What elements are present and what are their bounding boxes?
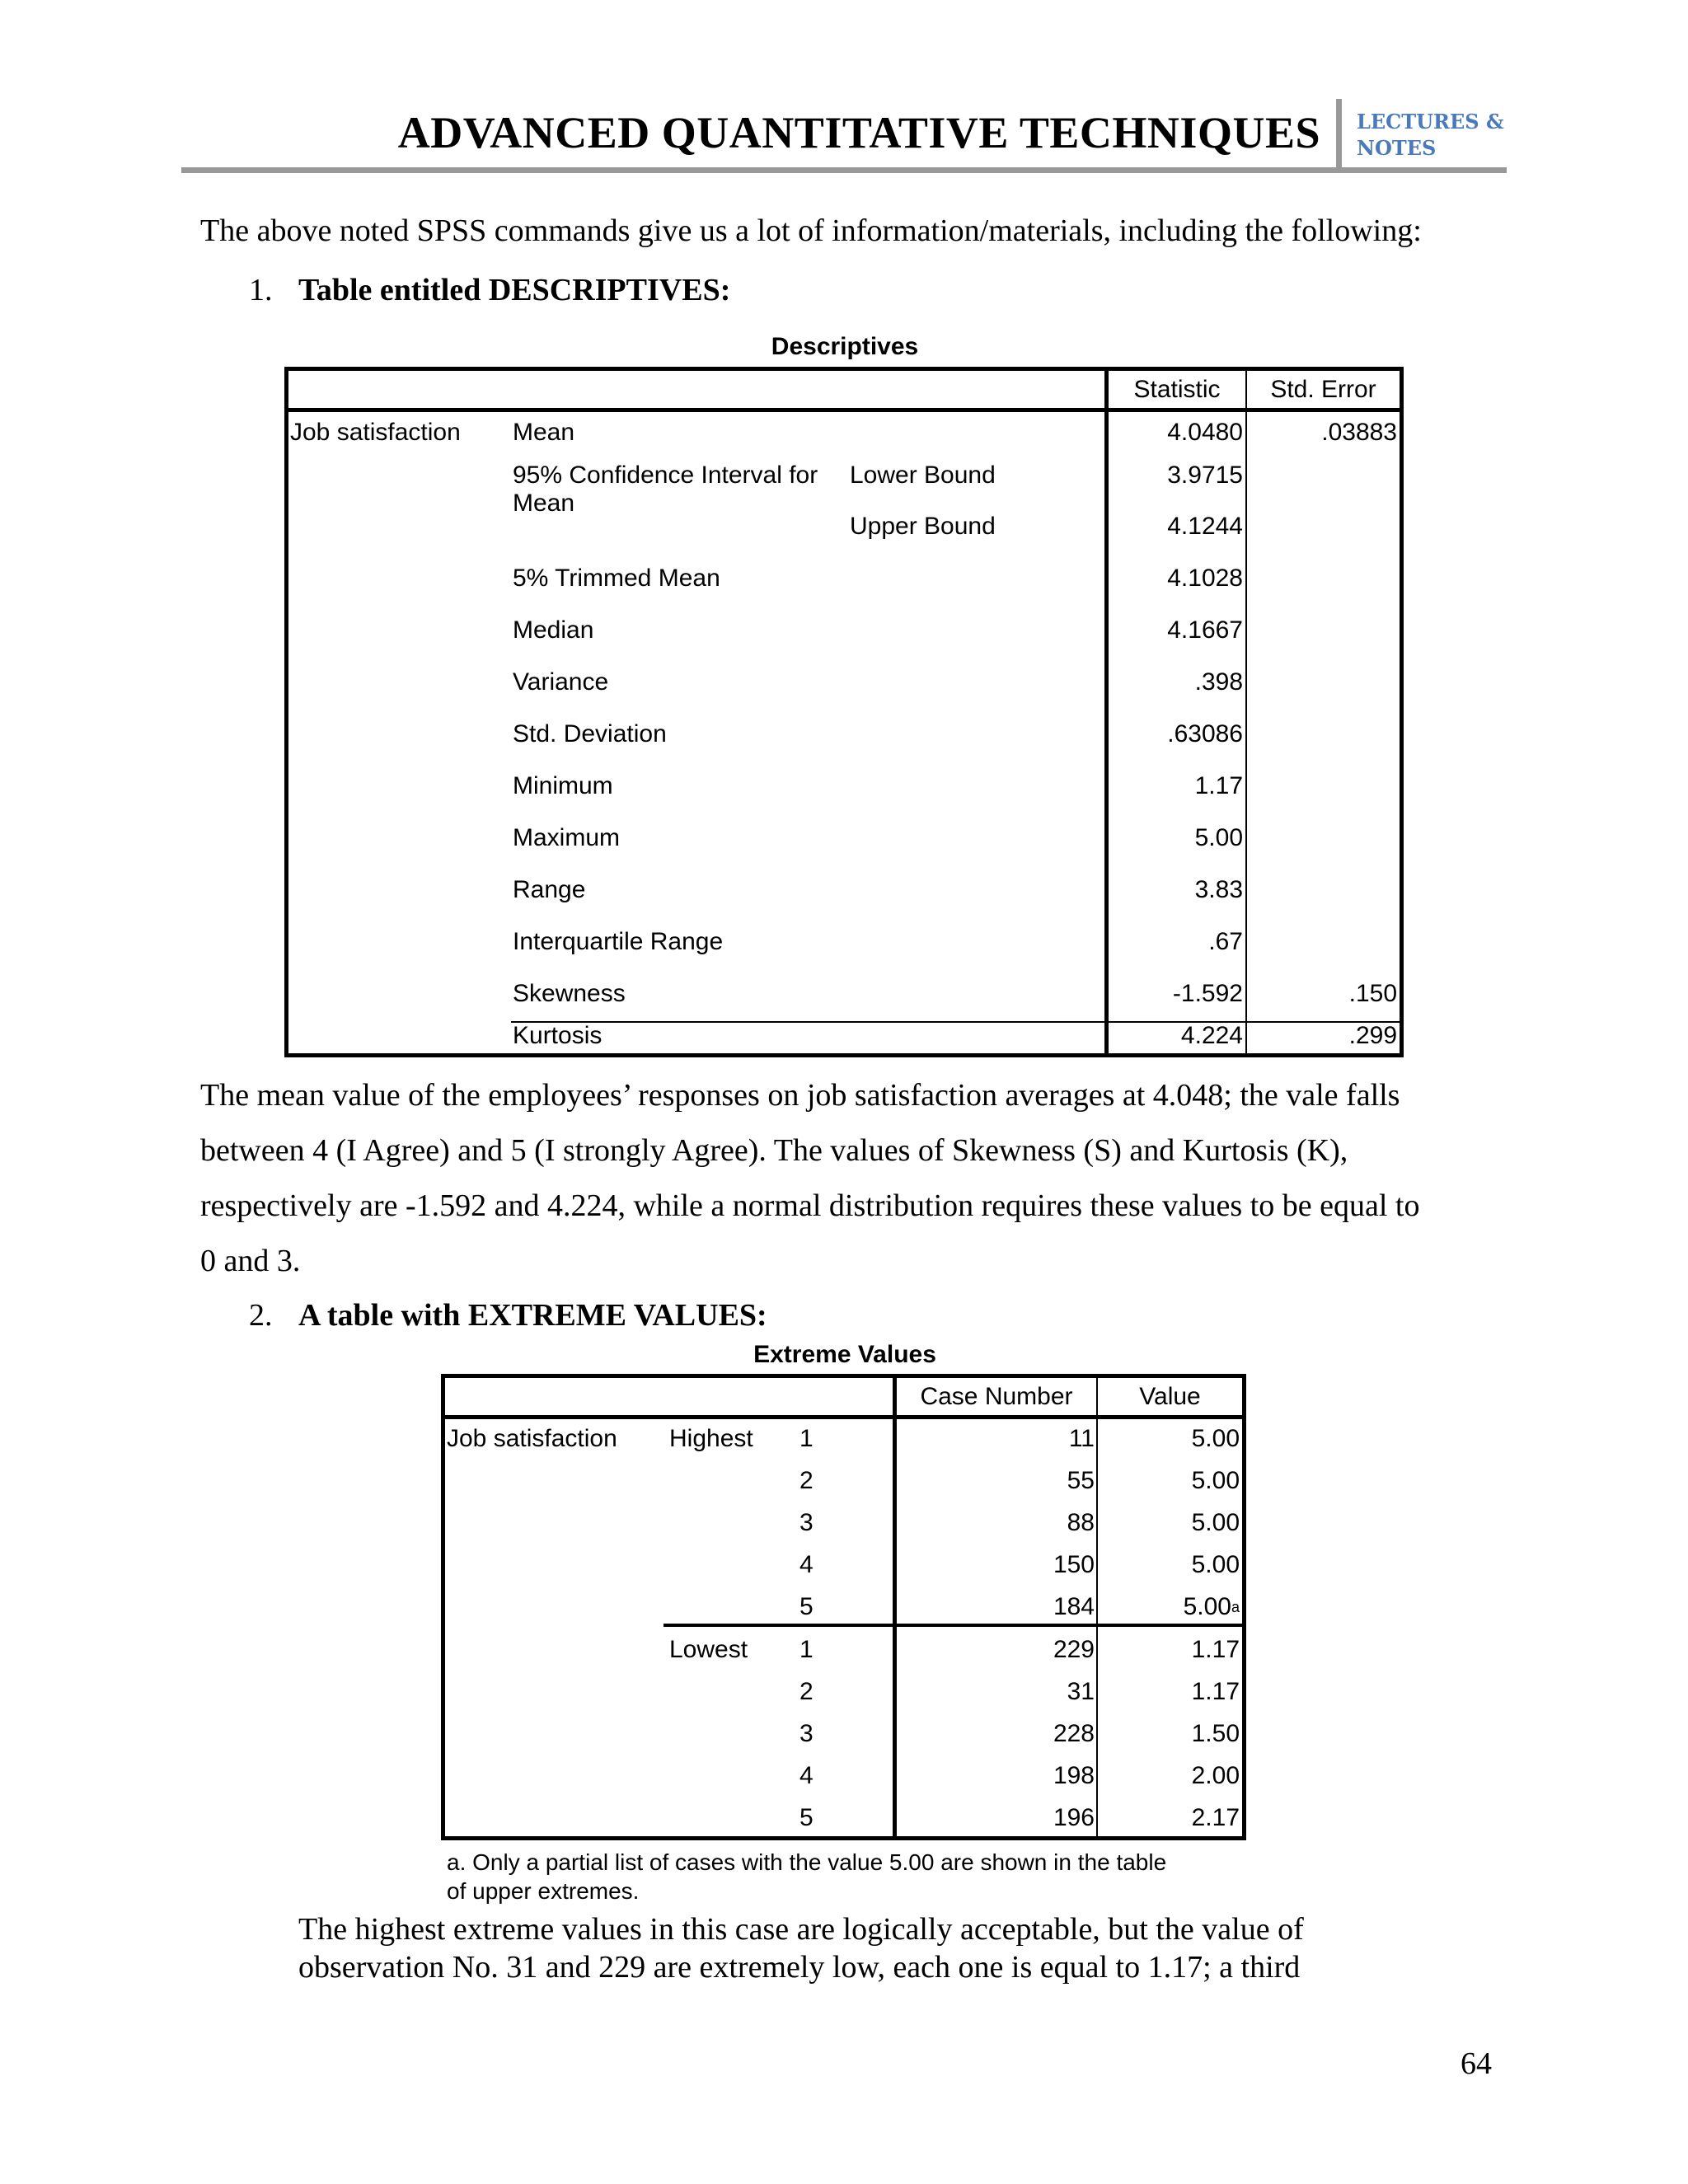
value-cell: 5.00 <box>1191 1425 1240 1452</box>
rank-cell: 1 <box>799 1636 814 1663</box>
rank-cell: 5 <box>799 1804 814 1831</box>
case-number-cell: 11 <box>1068 1425 1095 1452</box>
statistic-cell: 4.1667 <box>1167 616 1243 644</box>
rank-cell: 1 <box>799 1425 814 1452</box>
row-label: Variance <box>513 668 609 696</box>
footnote-marker: a <box>1231 1599 1240 1615</box>
paragraph-line: The highest extreme values in this case are logically acceptable, but the value of <box>298 1912 1304 1947</box>
value-cell: 1.50 <box>1191 1720 1240 1747</box>
value-cell: 1.17 <box>1191 1636 1240 1663</box>
statistic-cell: 3.9715 <box>1167 462 1243 489</box>
statistic-cell: .63086 <box>1167 720 1243 748</box>
statistic-cell: 5.00 <box>1194 824 1243 851</box>
rank-cell: 2 <box>799 1467 814 1494</box>
row-label: Skewness <box>513 980 626 1007</box>
statistic-cell: 4.1244 <box>1167 513 1243 540</box>
table-footnote <box>447 1848 1166 1905</box>
case-number-cell: 88 <box>1067 1509 1095 1536</box>
column-header-value: Value <box>1139 1383 1201 1410</box>
group-label-highest: Highest <box>669 1425 753 1452</box>
table-border-bottom <box>284 1053 1404 1057</box>
item1-number: 1. <box>249 273 273 307</box>
paragraph-line: respectively are -1.592 and 4.224, while a normal distribution requires these values to be equal to <box>200 1188 1420 1223</box>
case-number-cell: 150 <box>1053 1551 1095 1578</box>
statistic-cell: 3.83 <box>1194 876 1243 903</box>
paragraph-extreme-discussion <box>298 1910 1493 1986</box>
rank-cell: 3 <box>799 1720 814 1747</box>
value-cell <box>1098 1593 1240 1621</box>
table-group-rule <box>663 1624 1246 1627</box>
rank-cell: 2 <box>799 1678 814 1705</box>
column-header-case-number: Case Number <box>920 1383 1073 1410</box>
paragraph-line: 0 and 3. <box>200 1244 301 1278</box>
std-error-cell: .150 <box>1348 980 1397 1007</box>
group-label-lowest: Lowest <box>669 1636 748 1663</box>
value-cell: 5.00 <box>1191 1551 1240 1578</box>
header-divider <box>1336 99 1342 171</box>
rank-cell: 4 <box>799 1551 814 1578</box>
value-text: 5.00 <box>1183 1593 1231 1620</box>
header-subtitle <box>1357 109 1504 162</box>
item2-number: 2. <box>249 1298 273 1333</box>
case-number-cell: 184 <box>1053 1593 1095 1620</box>
row-label: Minimum <box>513 772 613 799</box>
row-label: Kurtosis <box>513 1022 603 1049</box>
case-number-cell: 198 <box>1053 1762 1095 1789</box>
item2-label: A table with EXTREME VALUES: <box>298 1298 767 1333</box>
statistic-cell: 4.1028 <box>1167 565 1243 592</box>
intro-paragraph: The above noted SPSS commands give us a lot of information/materials, including the following: <box>200 213 1422 248</box>
case-number-cell: 229 <box>1053 1636 1095 1663</box>
row-label: Std. Deviation <box>513 720 667 748</box>
statistic-cell: .398 <box>1194 668 1243 696</box>
header-subtitle-line2: NOTES <box>1357 136 1437 160</box>
rank-cell: 5 <box>799 1593 814 1620</box>
rank-cell: 4 <box>799 1762 814 1789</box>
table-divider-stderr <box>1245 410 1247 1053</box>
row-label: 5% Trimmed Mean <box>513 565 720 592</box>
paragraph-descriptives-discussion <box>200 1068 1503 1289</box>
row-label-continued: Mean <box>513 490 575 517</box>
table-border-right <box>1242 1374 1246 1840</box>
case-number-cell: 196 <box>1053 1804 1095 1831</box>
case-number-cell: 31 <box>1067 1678 1095 1705</box>
document-header-title: ADVANCED QUANTITATIVE TECHNIQUES <box>397 108 1320 157</box>
case-number-cell: 55 <box>1067 1467 1095 1494</box>
item1-label: Table entitled DESCRIPTIVES: <box>298 273 731 307</box>
variable-label: Job satisfaction <box>447 1425 617 1452</box>
row-sublabel: Lower Bound <box>850 462 996 489</box>
table-border-top <box>441 1374 1246 1378</box>
row-label: Maximum <box>513 824 621 851</box>
column-header-std-error: Std. Error <box>1270 376 1376 403</box>
header-rule <box>181 167 1507 173</box>
row-label: Median <box>513 616 594 644</box>
value-cell: 1.17 <box>1191 1678 1240 1705</box>
paragraph-line: between 4 (I Agree) and 5 (I strongly Agree). The values of Skewness (S) and Kurtosis (K), <box>200 1133 1348 1168</box>
table-header-rule <box>284 408 1404 412</box>
statistic-cell: 4.224 <box>1180 1022 1243 1049</box>
table-border-left <box>441 1374 445 1840</box>
row-label: Range <box>513 876 586 903</box>
table-border-right <box>1400 367 1404 1057</box>
table-header-rule <box>441 1415 1246 1419</box>
row-label: 95% Confidence Interval for <box>513 462 818 489</box>
row-label: Interquartile Range <box>513 928 724 955</box>
value-cell: 2.00 <box>1191 1762 1240 1789</box>
table-border-bottom <box>441 1836 1246 1840</box>
footnote-line: a. Only a partial list of cases with the value 5.00 are shown in the table <box>447 1849 1167 1875</box>
statistic-cell: .67 <box>1208 928 1243 955</box>
rank-cell: 3 <box>799 1509 814 1536</box>
case-number-cell: 228 <box>1053 1720 1095 1747</box>
statistic-cell: 1.17 <box>1194 772 1243 799</box>
table-border-left <box>284 367 288 1057</box>
std-error-cell: .299 <box>1348 1022 1397 1049</box>
extreme-values-caption: Extreme Values <box>753 1341 936 1368</box>
paragraph-line: observation No. 31 and 229 are extremely low, each one is equal to 1.17; a third <box>298 1950 1301 1985</box>
page-number: 64 <box>1461 2046 1492 2081</box>
row-label: Mean <box>513 419 575 446</box>
column-header-statistic: Statistic <box>1133 376 1221 403</box>
variable-label: Job satisfaction <box>290 419 461 446</box>
value-cell: 5.00 <box>1191 1467 1240 1494</box>
statistic-cell: 4.0480 <box>1167 419 1243 446</box>
footnote-line: of upper extremes. <box>447 1878 640 1904</box>
header-subtitle-line1: LECTURES & <box>1357 110 1504 134</box>
value-cell: 5.00 <box>1191 1509 1240 1536</box>
descriptives-caption: Descriptives <box>771 333 919 360</box>
row-sublabel: Upper Bound <box>850 513 996 540</box>
paragraph-line: The mean value of the employees’ responses on job satisfaction averages at 4.048; the vale falls <box>200 1078 1400 1113</box>
value-cell: 2.17 <box>1191 1804 1240 1831</box>
statistic-cell: -1.592 <box>1172 980 1243 1007</box>
table-border-top <box>284 367 1404 371</box>
std-error-cell: .03883 <box>1321 419 1397 446</box>
